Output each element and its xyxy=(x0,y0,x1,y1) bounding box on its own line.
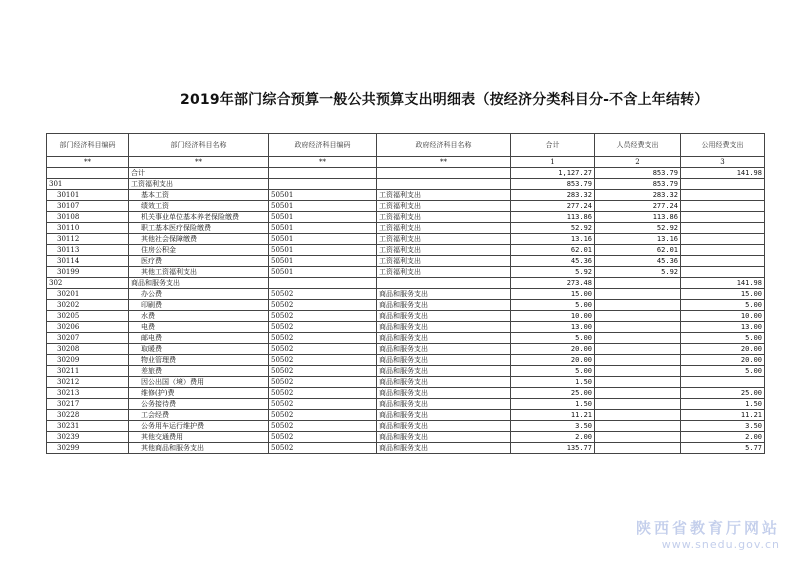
econ-name-cell: 合计 xyxy=(129,168,269,179)
public-cell xyxy=(681,234,765,245)
total-cell: 20.00 xyxy=(511,355,595,366)
table-row xyxy=(47,311,765,322)
personnel-cell: 52.92 xyxy=(595,223,681,234)
total-cell: 283.32 xyxy=(511,190,595,201)
econ-name-cell: 维修(护)费 xyxy=(129,388,269,399)
econ-name-cell: 水费 xyxy=(129,311,269,322)
total-cell: 2.00 xyxy=(511,432,595,443)
public-cell: 15.00 xyxy=(681,289,765,300)
public-cell: 13.00 xyxy=(681,322,765,333)
table-row xyxy=(47,366,765,377)
gov-code-cell: 50502 xyxy=(269,300,377,311)
gov-code-cell: 50501 xyxy=(269,190,377,201)
personnel-cell: 853.79 xyxy=(595,168,681,179)
public-cell: 20.00 xyxy=(681,355,765,366)
public-cell xyxy=(681,201,765,212)
gov-name-cell: 商品和服务支出 xyxy=(377,311,511,322)
column-header: 政府经济科目名称 xyxy=(377,134,511,157)
econ-code-cell: 30213 xyxy=(47,388,129,399)
gov-code-cell: 50502 xyxy=(269,443,377,454)
econ-code-cell: 302 xyxy=(47,278,129,289)
econ-code-cell: 30212 xyxy=(47,377,129,388)
econ-name-cell: 因公出国（境）费用 xyxy=(129,377,269,388)
public-cell xyxy=(681,256,765,267)
personnel-cell xyxy=(595,355,681,366)
personnel-cell xyxy=(595,432,681,443)
gov-name-cell: 工资福利支出 xyxy=(377,267,511,278)
table-row xyxy=(47,201,765,212)
econ-name-cell: 绩效工资 xyxy=(129,201,269,212)
total-cell: 113.86 xyxy=(511,212,595,223)
gov-name-cell: 商品和服务支出 xyxy=(377,443,511,454)
econ-name-cell: 公务接待费 xyxy=(129,399,269,410)
gov-name-cell: 商品和服务支出 xyxy=(377,344,511,355)
gov-name-cell: 商品和服务支出 xyxy=(377,333,511,344)
personnel-cell: 277.24 xyxy=(595,201,681,212)
total-cell: 1.50 xyxy=(511,399,595,410)
gov-name-cell: 商品和服务支出 xyxy=(377,377,511,388)
watermark xyxy=(636,517,780,551)
total-cell: 15.00 xyxy=(511,289,595,300)
econ-name-cell: 印刷费 xyxy=(129,300,269,311)
gov-code-cell: 50501 xyxy=(269,234,377,245)
gov-code-cell xyxy=(269,168,377,179)
econ-code-cell: 30217 xyxy=(47,399,129,410)
gov-name-cell: 商品和服务支出 xyxy=(377,388,511,399)
gov-code-cell: 50502 xyxy=(269,432,377,443)
table-row xyxy=(47,223,765,234)
personnel-cell: 5.92 xyxy=(595,267,681,278)
gov-name-cell: 商品和服务支出 xyxy=(377,421,511,432)
total-cell: 1,127.27 xyxy=(511,168,595,179)
econ-name-cell: 工资福利支出 xyxy=(129,179,269,190)
public-cell: 5.77 xyxy=(681,443,765,454)
total-cell: 277.24 xyxy=(511,201,595,212)
econ-code-cell: 301 xyxy=(47,179,129,190)
econ-name-cell: 电费 xyxy=(129,322,269,333)
column-header: 人员经费支出 xyxy=(595,134,681,157)
personnel-cell xyxy=(595,388,681,399)
personnel-cell xyxy=(595,322,681,333)
econ-name-cell: 公务用车运行维护费 xyxy=(129,421,269,432)
gov-name-cell: 商品和服务支出 xyxy=(377,432,511,443)
total-cell: 5.92 xyxy=(511,267,595,278)
public-cell: 5.00 xyxy=(681,333,765,344)
table-row xyxy=(47,212,765,223)
econ-name-cell: 商品和服务支出 xyxy=(129,278,269,289)
personnel-cell: 62.01 xyxy=(595,245,681,256)
gov-code-cell: 50502 xyxy=(269,410,377,421)
table-row xyxy=(47,388,765,399)
total-cell: 5.00 xyxy=(511,333,595,344)
total-cell: 135.77 xyxy=(511,443,595,454)
gov-code-cell: 50502 xyxy=(269,333,377,344)
gov-code-cell: 50502 xyxy=(269,289,377,300)
table-row xyxy=(47,234,765,245)
gov-name-cell: 商品和服务支出 xyxy=(377,399,511,410)
econ-code-cell xyxy=(47,168,129,179)
public-cell: 10.00 xyxy=(681,311,765,322)
econ-code-cell: 30113 xyxy=(47,245,129,256)
gov-name-cell: 工资福利支出 xyxy=(377,212,511,223)
total-cell: 13.00 xyxy=(511,322,595,333)
gov-name-cell: 商品和服务支出 xyxy=(377,289,511,300)
index-cell: 2 xyxy=(595,157,681,168)
econ-code-cell: 30205 xyxy=(47,311,129,322)
index-cell: 1 xyxy=(511,157,595,168)
econ-name-cell: 邮电费 xyxy=(129,333,269,344)
gov-name-cell: 工资福利支出 xyxy=(377,223,511,234)
index-cell: ** xyxy=(269,157,377,168)
personnel-cell xyxy=(595,443,681,454)
column-header: 合计 xyxy=(511,134,595,157)
personnel-cell xyxy=(595,300,681,311)
econ-code-cell: 30107 xyxy=(47,201,129,212)
gov-code-cell: 50501 xyxy=(269,267,377,278)
gov-name-cell xyxy=(377,278,511,289)
econ-code-cell: 30228 xyxy=(47,410,129,421)
total-cell: 853.79 xyxy=(511,179,595,190)
econ-code-cell: 30108 xyxy=(47,212,129,223)
table-row xyxy=(47,245,765,256)
gov-name-cell: 商品和服务支出 xyxy=(377,410,511,421)
table-row xyxy=(47,421,765,432)
econ-code-cell: 30299 xyxy=(47,443,129,454)
gov-name-cell: 工资福利支出 xyxy=(377,201,511,212)
total-cell: 13.16 xyxy=(511,234,595,245)
personnel-cell xyxy=(595,311,681,322)
total-cell: 10.00 xyxy=(511,311,595,322)
econ-code-cell: 30202 xyxy=(47,300,129,311)
public-cell xyxy=(681,179,765,190)
econ-name-cell: 其他交通费用 xyxy=(129,432,269,443)
watermark-url: www.snedu.gov.cn xyxy=(661,538,780,551)
econ-code-cell: 30208 xyxy=(47,344,129,355)
total-cell: 273.48 xyxy=(511,278,595,289)
econ-code-cell: 30209 xyxy=(47,355,129,366)
econ-name-cell: 物业管理费 xyxy=(129,355,269,366)
econ-name-cell: 其他商品和服务支出 xyxy=(129,443,269,454)
index-row xyxy=(47,157,765,168)
econ-name-cell: 差旅费 xyxy=(129,366,269,377)
column-header: 公用经费支出 xyxy=(681,134,765,157)
public-cell xyxy=(681,245,765,256)
table-row xyxy=(47,168,765,179)
index-cell: ** xyxy=(47,157,129,168)
personnel-cell: 853.79 xyxy=(595,179,681,190)
econ-name-cell: 医疗费 xyxy=(129,256,269,267)
personnel-cell xyxy=(595,333,681,344)
econ-name-cell: 办公费 xyxy=(129,289,269,300)
total-cell: 25.00 xyxy=(511,388,595,399)
table-row xyxy=(47,399,765,410)
gov-name-cell xyxy=(377,168,511,179)
gov-code-cell: 50502 xyxy=(269,388,377,399)
gov-code-cell: 50502 xyxy=(269,399,377,410)
total-cell: 5.00 xyxy=(511,366,595,377)
column-header: 部门经济科目编码 xyxy=(47,134,129,157)
gov-name-cell: 商品和服务支出 xyxy=(377,300,511,311)
gov-code-cell: 50502 xyxy=(269,377,377,388)
econ-code-cell: 30231 xyxy=(47,421,129,432)
gov-name-cell: 商品和服务支出 xyxy=(377,355,511,366)
table-row xyxy=(47,443,765,454)
econ-code-cell: 30110 xyxy=(47,223,129,234)
public-cell: 1.50 xyxy=(681,399,765,410)
econ-name-cell: 其他工资福利支出 xyxy=(129,267,269,278)
econ-code-cell: 30101 xyxy=(47,190,129,201)
public-cell xyxy=(681,267,765,278)
econ-name-cell: 其他社会保障缴费 xyxy=(129,234,269,245)
public-cell: 20.00 xyxy=(681,344,765,355)
total-cell: 3.50 xyxy=(511,421,595,432)
watermark-title: 陕西省教育厅网站 xyxy=(635,519,780,537)
econ-code-cell: 30199 xyxy=(47,267,129,278)
gov-name-cell: 商品和服务支出 xyxy=(377,366,511,377)
personnel-cell xyxy=(595,399,681,410)
public-cell xyxy=(681,190,765,201)
econ-code-cell: 30206 xyxy=(47,322,129,333)
total-cell: 11.21 xyxy=(511,410,595,421)
gov-code-cell: 50502 xyxy=(269,366,377,377)
gov-name-cell: 工资福利支出 xyxy=(377,234,511,245)
index-cell: ** xyxy=(129,157,269,168)
gov-code-cell xyxy=(269,179,377,190)
gov-code-cell: 50501 xyxy=(269,223,377,234)
table-row xyxy=(47,300,765,311)
personnel-cell xyxy=(595,344,681,355)
gov-name-cell xyxy=(377,179,511,190)
total-cell: 62.01 xyxy=(511,245,595,256)
table-row xyxy=(47,377,765,388)
table-row xyxy=(47,278,765,289)
public-cell: 141.98 xyxy=(681,168,765,179)
gov-name-cell: 工资福利支出 xyxy=(377,256,511,267)
econ-name-cell: 取暖费 xyxy=(129,344,269,355)
gov-code-cell: 50502 xyxy=(269,344,377,355)
econ-name-cell: 机关事业单位基本养老保险缴费 xyxy=(129,212,269,223)
public-cell: 3.50 xyxy=(681,421,765,432)
total-cell: 45.36 xyxy=(511,256,595,267)
personnel-cell xyxy=(595,366,681,377)
personnel-cell xyxy=(595,278,681,289)
public-cell: 5.00 xyxy=(681,300,765,311)
public-cell xyxy=(681,212,765,223)
index-cell: ** xyxy=(377,157,511,168)
page-title: 2019年部门综合预算一般公共预算支出明细表（按经济分类科目分-不含上年结转） xyxy=(180,92,709,108)
table-row xyxy=(47,410,765,421)
table-row xyxy=(47,179,765,190)
gov-code-cell: 50502 xyxy=(269,311,377,322)
budget-table xyxy=(46,133,765,454)
public-cell: 5.00 xyxy=(681,366,765,377)
total-cell: 1.50 xyxy=(511,377,595,388)
personnel-cell: 45.36 xyxy=(595,256,681,267)
gov-code-cell: 50502 xyxy=(269,322,377,333)
total-cell: 52.92 xyxy=(511,223,595,234)
gov-code-cell: 50502 xyxy=(269,421,377,432)
column-header: 部门经济科目名称 xyxy=(129,134,269,157)
econ-name-cell: 工会经费 xyxy=(129,410,269,421)
personnel-cell: 113.86 xyxy=(595,212,681,223)
gov-code-cell: 50502 xyxy=(269,355,377,366)
table-row xyxy=(47,432,765,443)
econ-code-cell: 30239 xyxy=(47,432,129,443)
table-row xyxy=(47,256,765,267)
column-header: 政府经济科目编码 xyxy=(269,134,377,157)
gov-code-cell: 50501 xyxy=(269,256,377,267)
public-cell xyxy=(681,223,765,234)
personnel-cell: 283.32 xyxy=(595,190,681,201)
table-row xyxy=(47,344,765,355)
public-cell: 141.98 xyxy=(681,278,765,289)
gov-name-cell: 商品和服务支出 xyxy=(377,322,511,333)
gov-code-cell xyxy=(269,278,377,289)
public-cell: 25.00 xyxy=(681,388,765,399)
gov-code-cell: 50501 xyxy=(269,201,377,212)
personnel-cell xyxy=(595,289,681,300)
econ-code-cell: 30207 xyxy=(47,333,129,344)
table-row xyxy=(47,355,765,366)
total-cell: 20.00 xyxy=(511,344,595,355)
public-cell: 11.21 xyxy=(681,410,765,421)
public-cell xyxy=(681,377,765,388)
gov-name-cell: 工资福利支出 xyxy=(377,190,511,201)
econ-code-cell: 30201 xyxy=(47,289,129,300)
gov-code-cell: 50501 xyxy=(269,245,377,256)
econ-code-cell: 30114 xyxy=(47,256,129,267)
econ-name-cell: 住房公积金 xyxy=(129,245,269,256)
table-row xyxy=(47,322,765,333)
personnel-cell xyxy=(595,377,681,388)
table-header-row xyxy=(47,134,765,157)
table-row xyxy=(47,289,765,300)
personnel-cell: 13.16 xyxy=(595,234,681,245)
table-row xyxy=(47,267,765,278)
gov-name-cell: 工资福利支出 xyxy=(377,245,511,256)
personnel-cell xyxy=(595,421,681,432)
gov-code-cell: 50501 xyxy=(269,212,377,223)
table-row xyxy=(47,190,765,201)
econ-name-cell: 职工基本医疗保险缴费 xyxy=(129,223,269,234)
index-cell: 3 xyxy=(681,157,765,168)
public-cell: 2.00 xyxy=(681,432,765,443)
personnel-cell xyxy=(595,410,681,421)
econ-code-cell: 30112 xyxy=(47,234,129,245)
total-cell: 5.00 xyxy=(511,300,595,311)
econ-name-cell: 基本工资 xyxy=(129,190,269,201)
table-row xyxy=(47,333,765,344)
econ-code-cell: 30211 xyxy=(47,366,129,377)
